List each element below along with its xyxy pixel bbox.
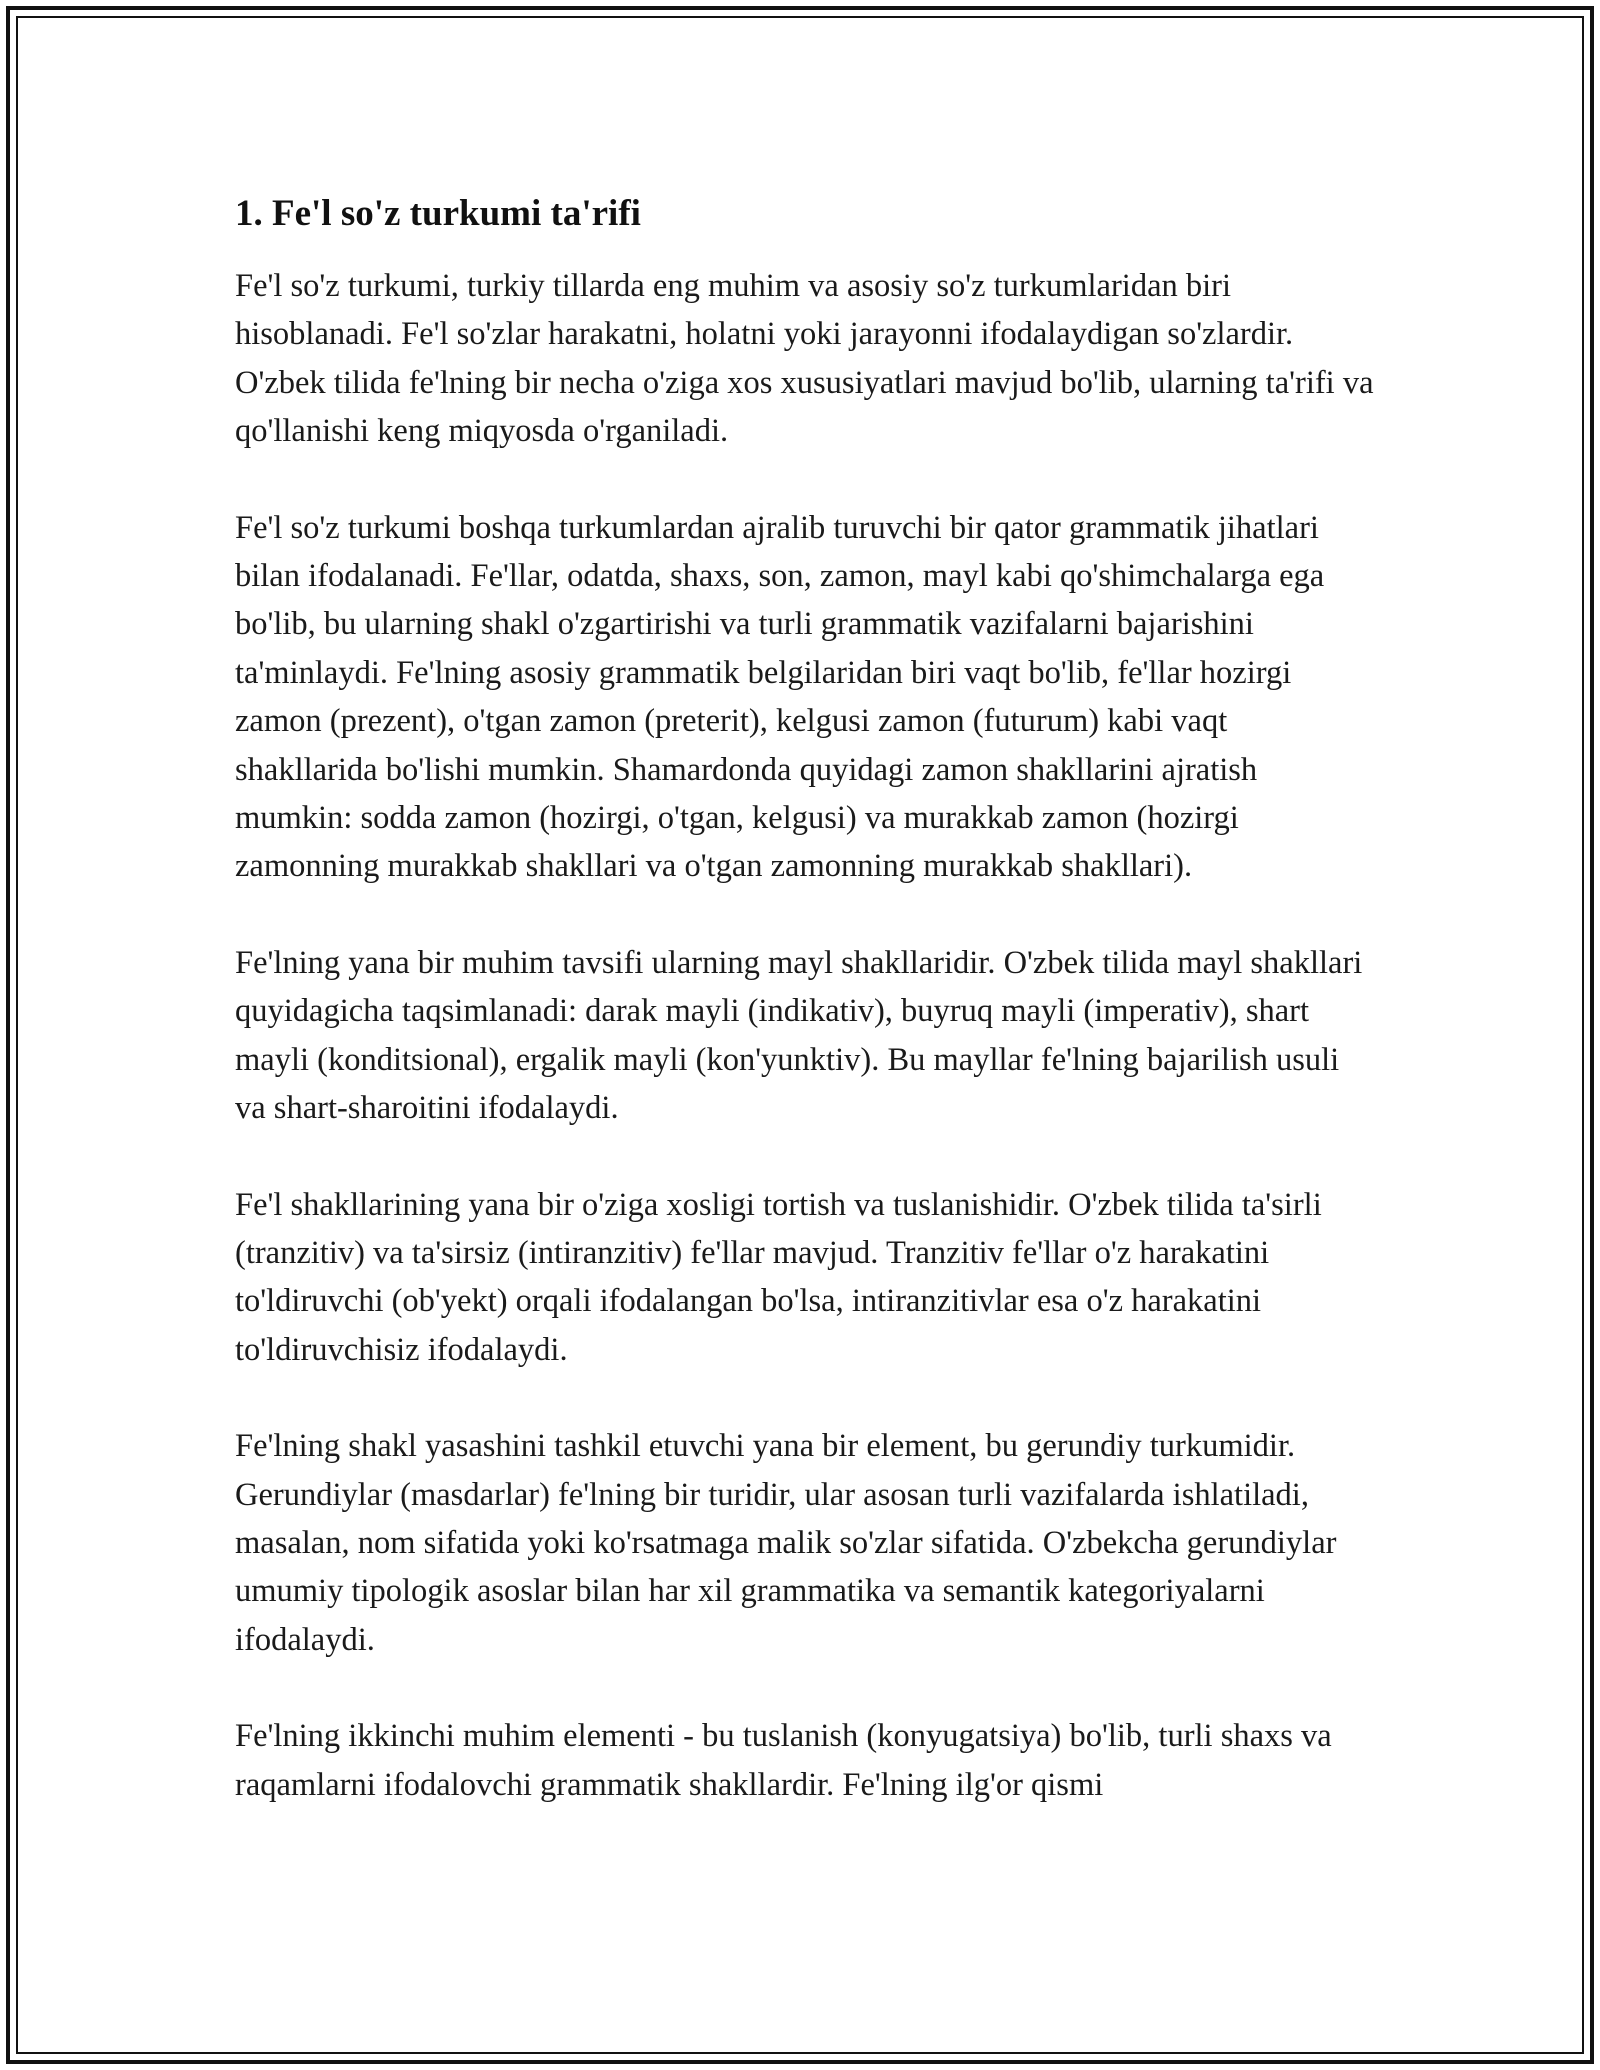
- paragraph-transitivity: Fe'l shakllarining yana bir o'ziga xosligi tortish va tuslanishidir. O'zbek tilida ta'sirli (tranzitiv) va ta'sirsiz (intiranzitiv) fe'llar mavjud. Tranzitiv fe'llar o'z harakatini to'ldiruvchi (ob'yekt) orqali ifodalangan bo'lsa, intiranzitivlar esa o'z harakatini to'ldiruvchisiz ifodalaydi.: [235, 1186, 1322, 1368]
- paragraph-definition: Fe'l so'z turkumi, turkiy tillarda eng muhim va asosiy so'z turkumlaridan biri hisoblanadi. Fe'l so'zlar harakatni, holatni yoki jarayonni ifodalaydigan so'zlardir. O'zbek tilida fe'lning bir necha o'ziga xos xususiyatlari mavjud bo'lib, ularning ta'rifi va qo'llanishi keng miqyosda o'rganiladi.: [235, 268, 1374, 450]
- paragraph-conjugation: Fe'lning ikkinchi muhim elementi - bu tuslanish (konyugatsiya) bo'lib, turli shaxs va raqamlarni ifodalovchi grammatik shakllardir. Fe'lning ilg'or qismi: [235, 1718, 1332, 1803]
- document-body: [235, 188, 1375, 1857]
- paragraph-mood-forms: Fe'lning yana bir muhim tavsifi ularning mayl shakllaridir. O'zbek tilida mayl shakllari quyidagicha taqsimlanadi: darak mayli (indikativ), buyruq mayli (imperativ), shart mayli (konditsional), ergalik mayli (kon'yunktiv). Bu mayllar fe'lning bajarilish usuli va shart-sharoitini ifodalaydi.: [235, 944, 1363, 1127]
- paragraph-grammatical-features: Fe'l so'z turkumi boshqa turkumlardan ajralib turuvchi bir qator grammatik jihatlari bilan ifodalanadi. Fe'llar, odatda, shaxs, son, zamon, mayl kabi qo'shimchalarga ega bo'lib, bu ularning shakl o'zgartirishi va turli grammatik vazifalarni bajarishini ta'minlaydi. Fe'lning asosiy grammatik belgilaridan biri vaqt bo'lib, fe'llar hozirgi zamon (prezent), o'tgan zamon (preterit), kelgusi zamon (futurum) kabi vaqt shakllarida bo'lishi mumkin. Shamardonda quyidagi zamon shakllarini ajratish mumkin: sodda zamon (hozirgi, o'tgan, kelgusi) va murakkab zamon (hozirgi zamonning murakkab shakllari va o'tgan zamonning murakkab shakllari).: [235, 509, 1325, 885]
- section-heading: 1. Fe'l so'z turkumi ta'rifi: [235, 193, 641, 234]
- paragraph-gerund: Fe'lning shakl yasashini tashkil etuvchi yana bir element, bu gerundiy turkumidir. Gerundiylar (masdarlar) fe'lning bir turidir, ular asosan turli vazifalarda ishlatiladi, masalan, nom sifatida yoki ko'rsatmaga malik so'zlar sifatida. O'zbekcha gerundiylar umumiy tipologik asoslar bilan har xil grammatika va semantik kategoriyalarni ifodalaydi.: [235, 1428, 1337, 1658]
